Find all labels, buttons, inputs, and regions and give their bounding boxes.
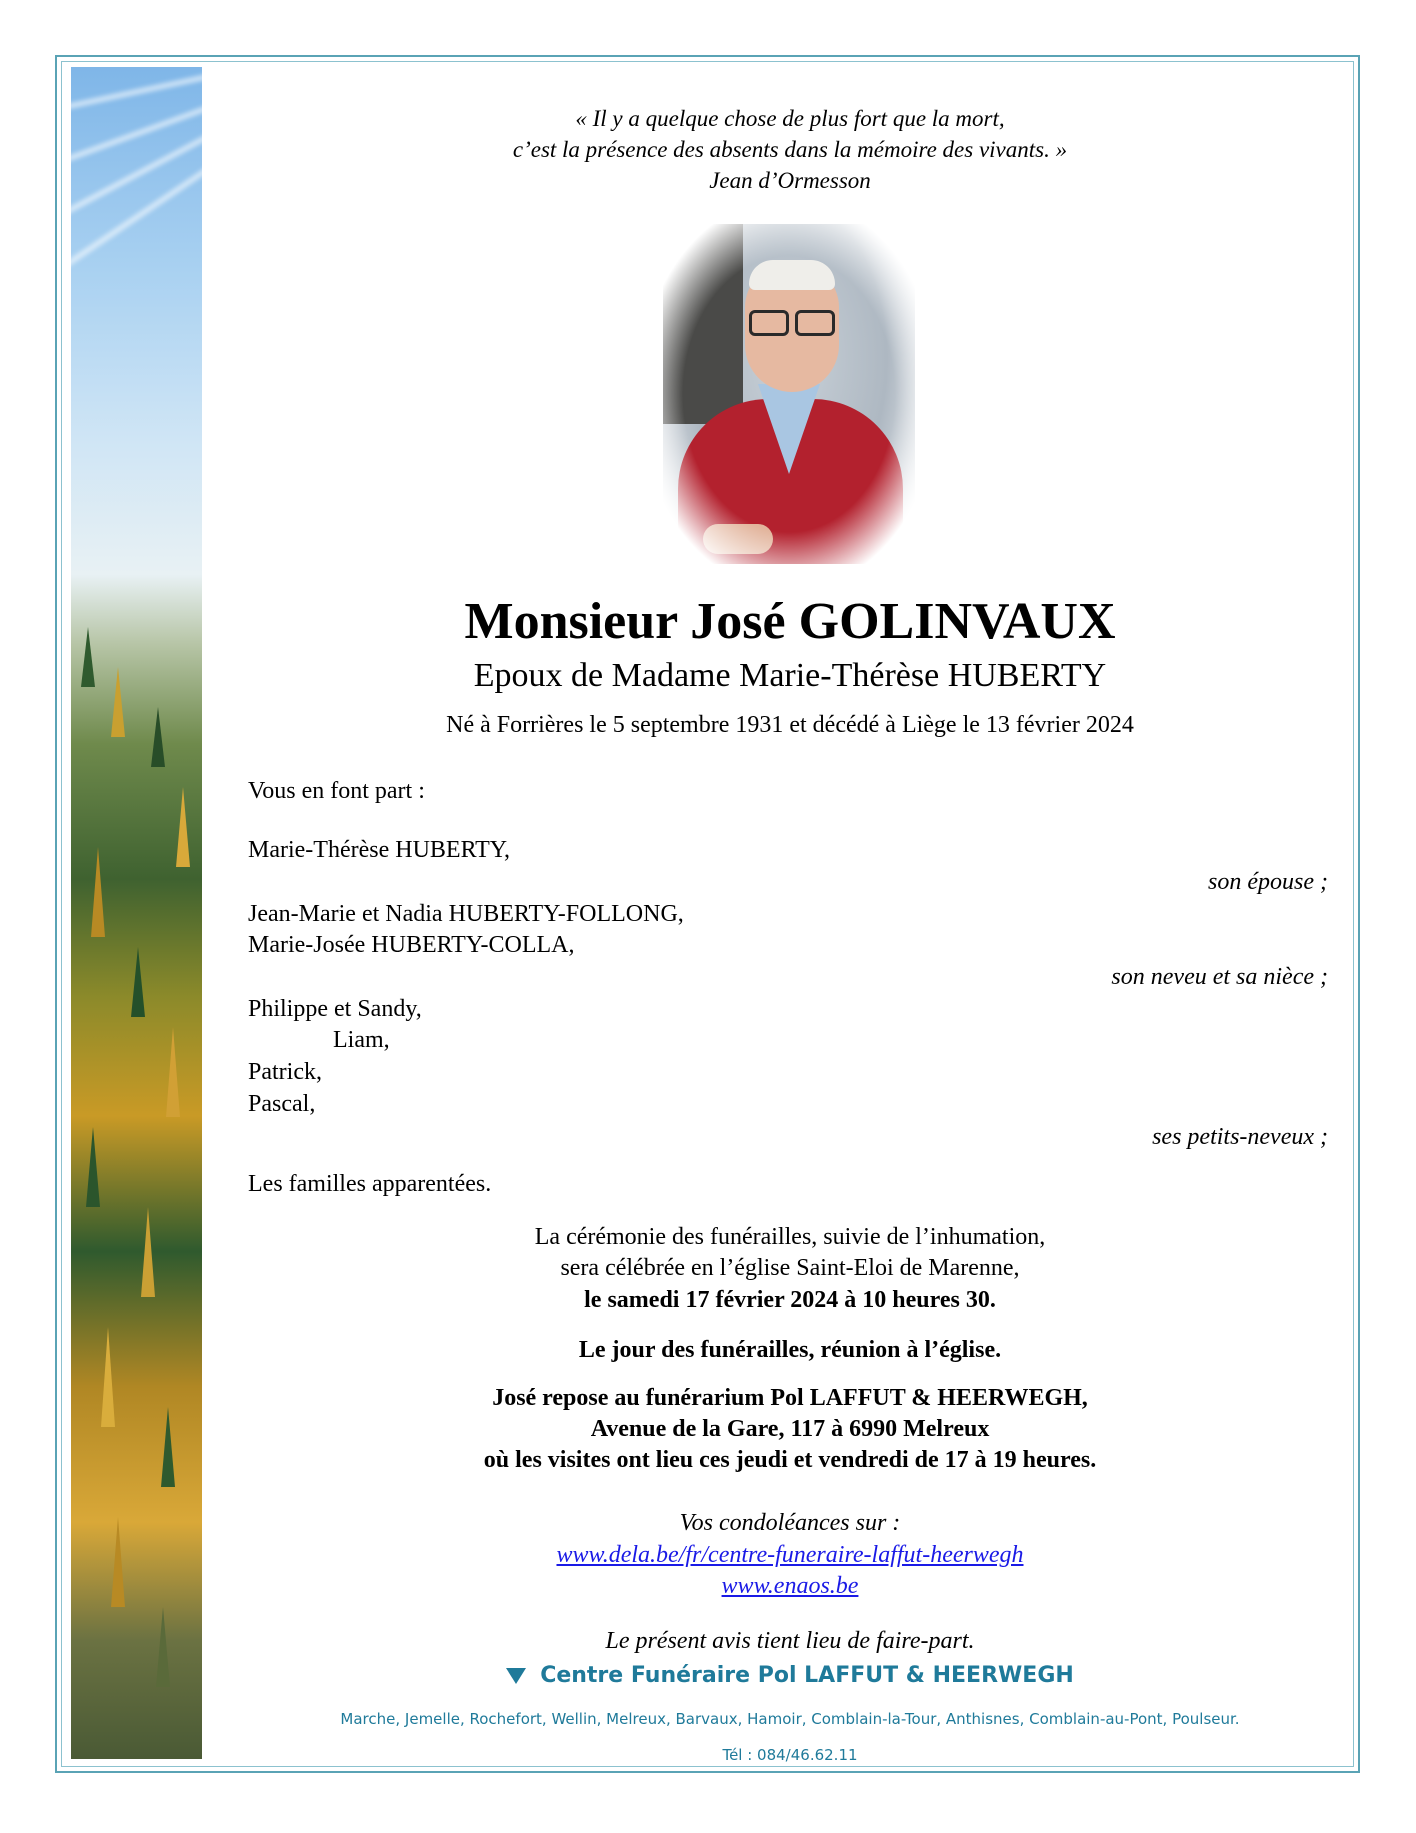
ceremony-line-2: sera célébrée en l’église Saint-Eloi de Marenne, [560,1255,1020,1281]
funeral-home-name [240,1663,1340,1688]
birth-death-line: Né à Forrières le 5 septembre 1931 et décédé à Liège le 13 février 2024 [446,712,1134,738]
portrait-photo [663,224,915,564]
family-name: Liam, [333,1027,390,1053]
family-name: Pascal, [248,1091,316,1117]
quote-line-1: « Il y a quelque chose de plus fort que la mort, [575,106,1005,131]
funeral-home-locations: Marche, Jemelle, Rochefort, Wellin, Melreux, Barvaux, Hamoir, Comblain-la-Tour, Anthisnes, Comblain-au-Pont, Poulseur. [340,1710,1240,1728]
ceremony-line-1: La cérémonie des funérailles, suivie de l’inhumation, [534,1224,1046,1250]
notice-text: Le présent avis tient lieu de faire-part. [605,1628,975,1654]
funeral-home-phone: Tél : 084/46.62.11 [722,1746,858,1764]
announcement-closing: Les familles apparentées. [248,1171,492,1197]
visitation-line-1: José repose au funérarium Pol LAFFUT & HEERWEGH, [492,1385,1088,1411]
condolences-label: Vos condoléances sur : [679,1510,901,1536]
condolences-link-dela[interactable]: www.dela.be/fr/centre-funeraire-laffut-heerwegh [556,1542,1024,1568]
visitation-address: Avenue de la Gare, 117 à 6990 Melreux [590,1416,990,1442]
family-name: Jean-Marie et Nadia HUBERTY-FOLLONG, [248,901,684,927]
ceremony-datetime: le samedi 17 février 2024 à 10 heures 30. [584,1287,996,1313]
spouse-line: Epoux de Madame Marie-Thérèse HUBERTY [473,657,1107,694]
family-name: Marie-Thérèse HUBERTY, [248,837,511,863]
family-name: Patrick, [248,1059,322,1085]
meeting-note: Le jour des funérailles, réunion à l’église. [578,1337,1002,1363]
decorative-landscape-strip [71,67,202,1759]
family-name: Philippe et Sandy, [248,996,422,1022]
announcement-intro: Vous en font part : [248,778,425,804]
deceased-name: Monsieur José GOLINVAUX [464,593,1116,650]
condolences-link-enaos[interactable]: www.enaos.be [721,1573,859,1599]
family-relation: son neveu et sa nièce ; [1111,964,1328,990]
family-relation: son épouse ; [1208,869,1328,895]
family-relation: ses petits-neveux ; [1152,1124,1328,1150]
funeral-home-label: Centre Funéraire Pol LAFFUT & HEERWEGH [540,1663,1074,1688]
family-name: Marie-Josée HUBERTY-COLLA, [248,932,575,958]
visitation-hours: où les visites ont lieu ces jeudi et vendredi de 17 à 19 heures. [483,1447,1097,1473]
triangle-down-icon [506,1668,526,1684]
quote-line-2: c’est la présence des absents dans la mémoire des vivants. » [512,137,1068,162]
quote-author: Jean d’Ormesson [709,168,871,193]
